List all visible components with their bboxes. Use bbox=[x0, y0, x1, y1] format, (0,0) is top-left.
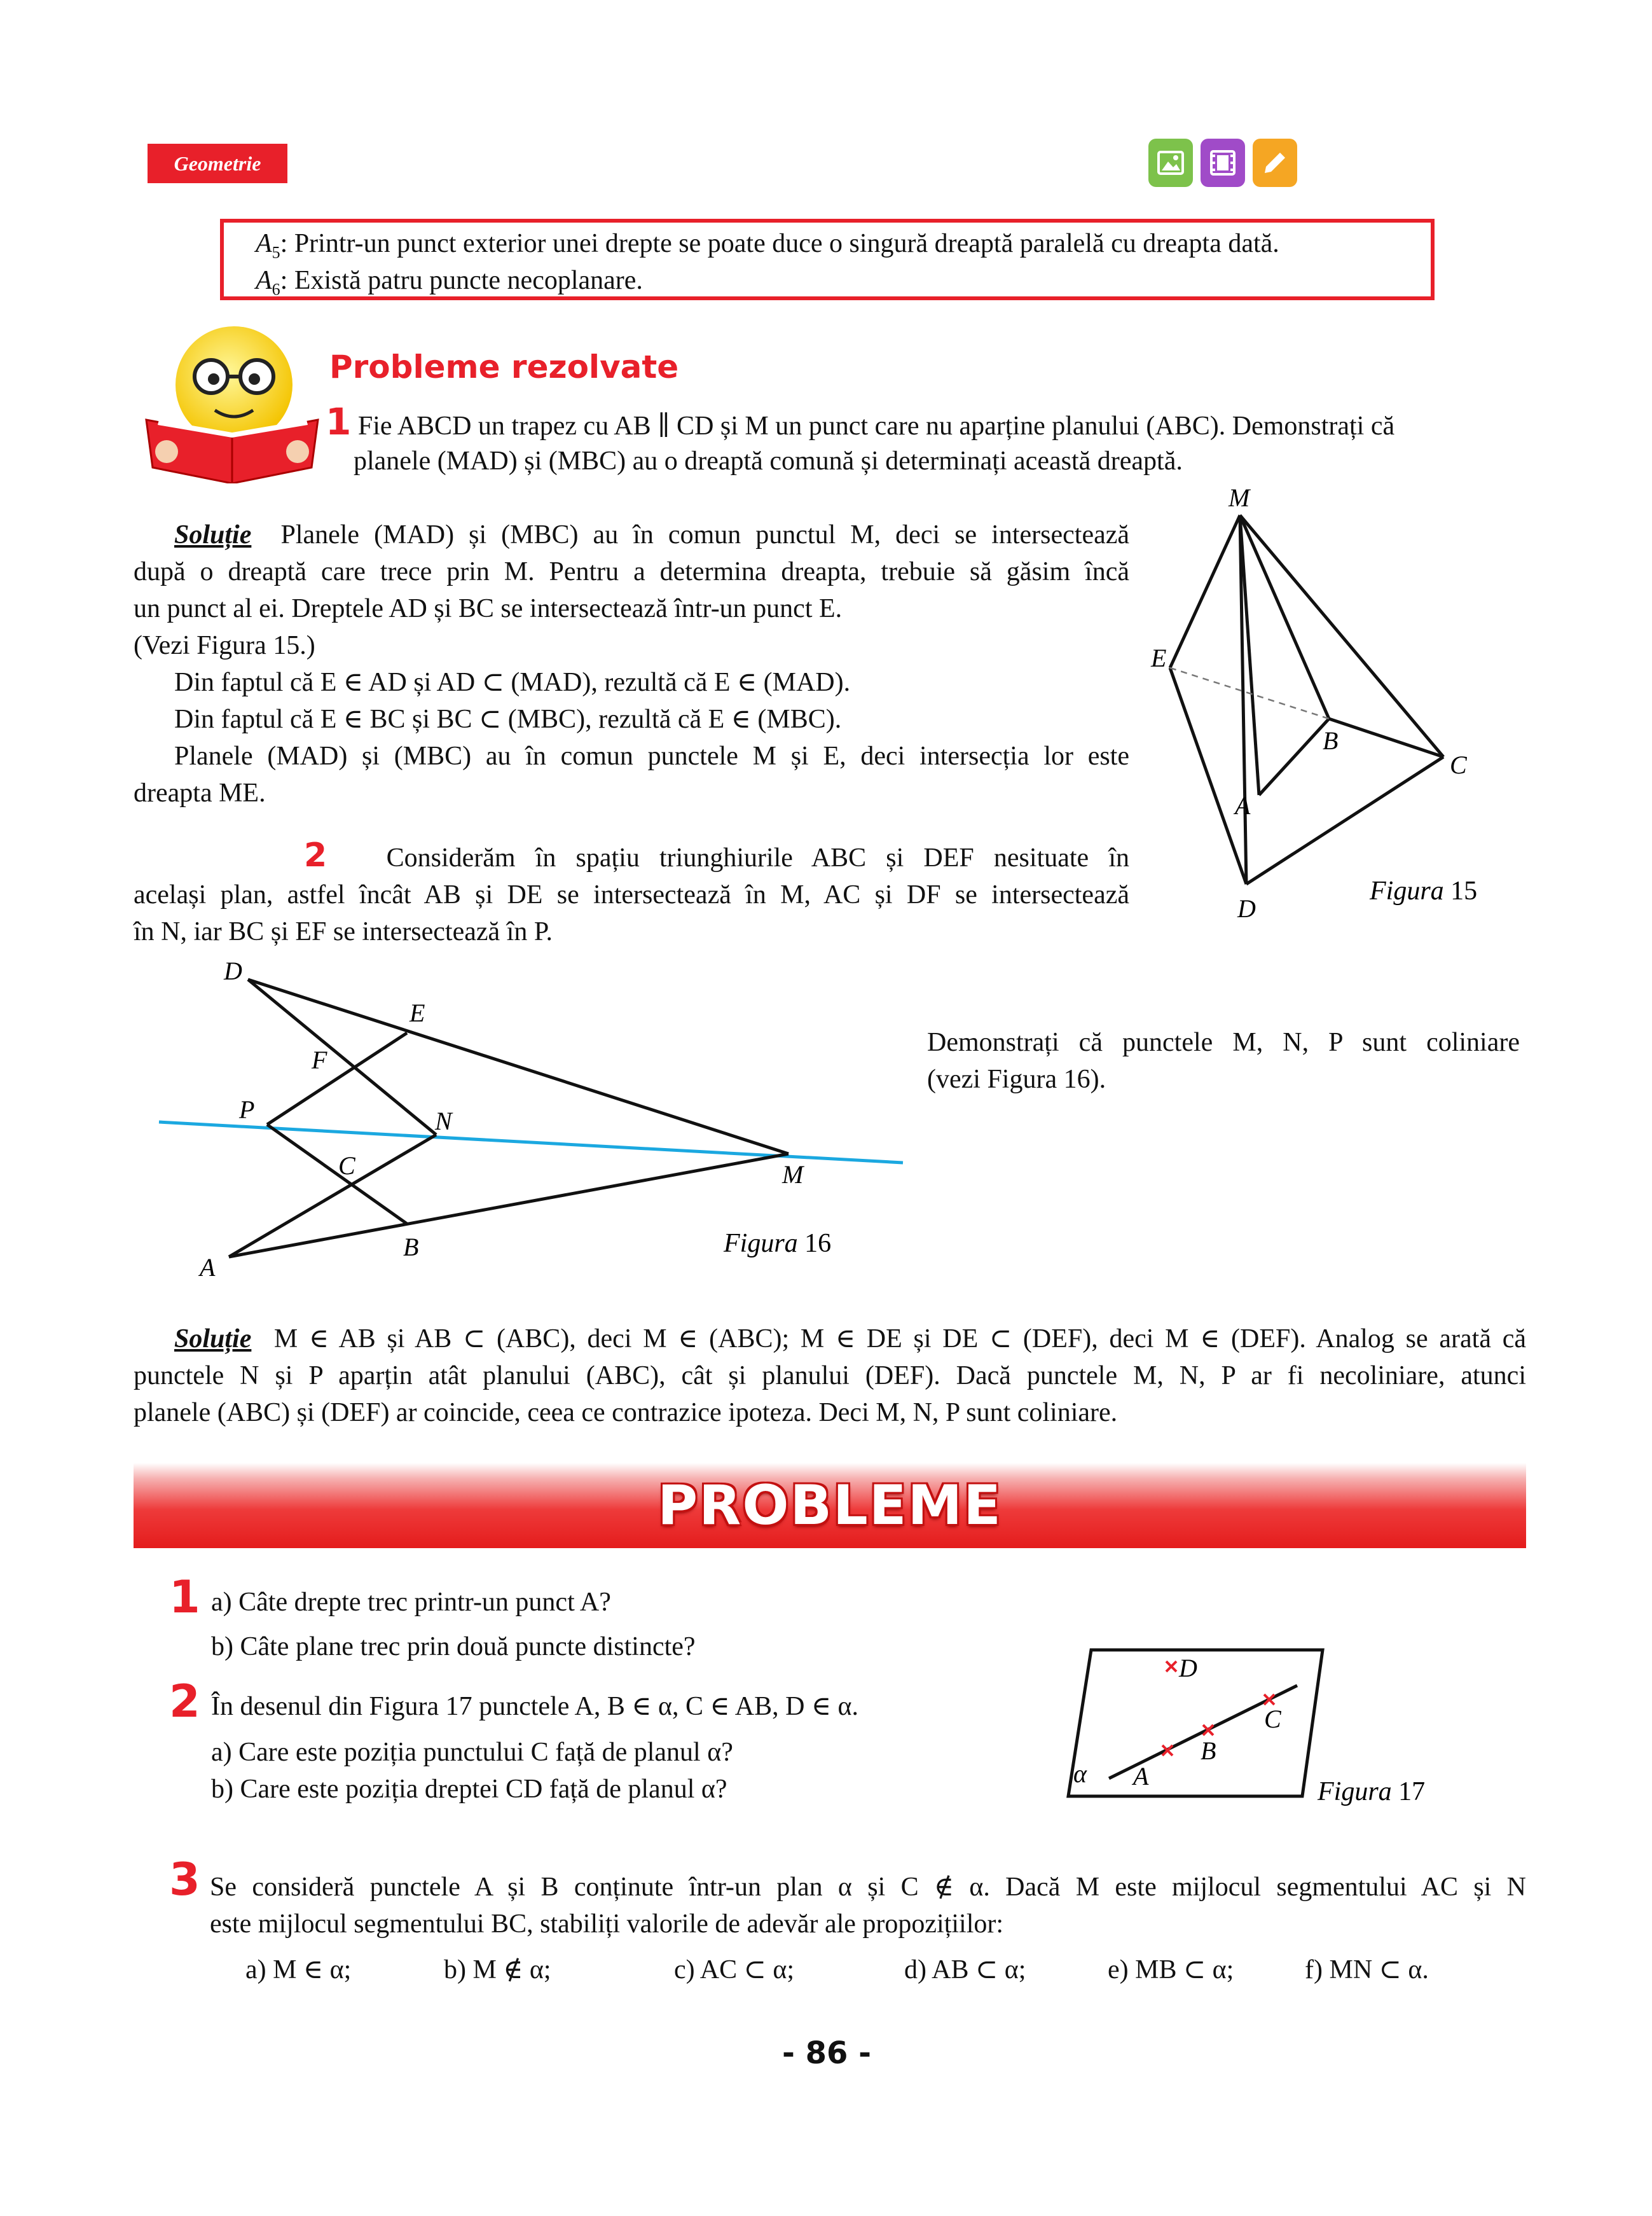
problem-3-option-a: a) M ∈ α; bbox=[245, 1955, 352, 1984]
solution-1 bbox=[134, 516, 1129, 812]
axiom-a5: $A_5$: Printr-un punct exterior unei drepte se poate duce o singură dreaptă paralelă cu dreapta dată. bbox=[256, 229, 1279, 262]
edge-mc bbox=[1240, 515, 1443, 757]
label-c: C bbox=[1264, 1705, 1281, 1733]
label-alpha: α bbox=[1073, 1759, 1087, 1788]
problem-3-line-2: este mijlocul segmentului BC, stabiliți valorile de adevăr ale propozițiilor: bbox=[210, 1909, 1004, 1939]
label-d: D bbox=[1237, 894, 1256, 923]
solved-problem-1: 1 Fie ABCD un trapez cu AB ∥ CD și M un punct care nu aparține planului (ABC). Demonstrați că bbox=[326, 400, 1395, 443]
label-a: A bbox=[1235, 791, 1251, 820]
problem-3-option-e: e) MB ⊂ α; bbox=[1108, 1955, 1234, 1984]
solution-1-line-3: (Vezi Figura 15.) bbox=[134, 631, 315, 660]
problem-2-number: 2 bbox=[169, 1675, 200, 1728]
figure-15-caption: Figura 15 bbox=[1370, 876, 1478, 906]
figure-17 bbox=[1056, 1641, 1526, 1825]
figure-16-caption: Figura 16 bbox=[724, 1229, 832, 1258]
axioms-box bbox=[220, 219, 1435, 300]
label-d: D bbox=[224, 957, 242, 985]
problem-2-stem: În desenul din Figura 17 punctele A, B ∈ α, C ∈ AB, D ∈ α. bbox=[211, 1692, 859, 1721]
problem-3-option-b: b) M ∉ α; bbox=[444, 1955, 551, 1984]
label-e: E bbox=[1151, 644, 1167, 672]
solution-1-line-0: Soluție Planele (MAD) și (MBC) au în comun punctul M, deci se intersectează bbox=[174, 520, 1130, 550]
solution-2-line-2: planele (ABC) și (DEF) ar coincide, ceea ce contrazice ipoteza. Deci M, N, P sunt coliniare. bbox=[134, 1398, 1118, 1427]
solution-2-line-1: punctele N și P aparțin atât planului (ABC), cât și planului (DEF). Dacă punctele M, N, P ar fi necoliniare, atunci bbox=[134, 1361, 1526, 1390]
label-c: C bbox=[338, 1151, 355, 1180]
page-number: - 86 - bbox=[781, 2035, 872, 2071]
edge-ab bbox=[1259, 719, 1329, 795]
figure-15 bbox=[1132, 477, 1526, 948]
solved-problem-2-line-2: în N, iar BC și EF se intersectează în P. bbox=[134, 917, 553, 946]
label-f: F bbox=[312, 1046, 327, 1074]
problem-1-b: b) Câte plane trec prin două puncte distincte? bbox=[211, 1632, 696, 1661]
problem-3-option-c: c) AC ⊂ α; bbox=[674, 1955, 795, 1984]
film-icon[interactable] bbox=[1201, 139, 1245, 187]
solved-problem-2-line-1: același plan, astfel încât AB și DE se intersectează în M, AC și DF se intersectează bbox=[134, 880, 1129, 910]
label-c: C bbox=[1450, 751, 1467, 779]
segment-am bbox=[229, 1154, 788, 1257]
pencil-icon[interactable] bbox=[1253, 139, 1297, 187]
solution-2-line-0: Soluție M ∈ AB și AB ⊂ (ABC), deci M ∈ (ABC); M ∈ DE și DE ⊂ (DEF), deci M ∈ (DEF). Analog se arată că bbox=[174, 1324, 1526, 1354]
label-b: B bbox=[1201, 1736, 1216, 1765]
solution-1-line-5: Din faptul că E ∈ BC și BC ⊂ (MBC), rezultă că E ∈ (MBC). bbox=[174, 705, 842, 734]
edge-ed bbox=[1170, 668, 1246, 884]
problem-2-demand-line-0: Demonstrați că punctele M, N, P sunt coliniare bbox=[927, 1028, 1520, 1057]
problem-1-number: 1 bbox=[169, 1571, 200, 1623]
label-e: E bbox=[410, 999, 425, 1027]
label-a: A bbox=[200, 1253, 216, 1282]
solution-1-line-2: un punct al ei. Dreptele AD și BC se intersectează într-un punct E. bbox=[134, 594, 843, 623]
problem-2-a: a) Care este poziția punctului C față de planul α? bbox=[211, 1738, 733, 1767]
problem-2-b: b) Care este poziția dreptei CD față de planul α? bbox=[211, 1775, 727, 1804]
solved-problem-2 bbox=[134, 837, 1129, 950]
solution-1-line-1: după o dreaptă care trece prin M. Pentru a determina dreapta, trebuie să găsim încă bbox=[134, 557, 1129, 586]
label-m: M bbox=[1229, 483, 1250, 512]
figure-16 bbox=[140, 954, 922, 1298]
problem-3-option-d: d) AB ⊂ α; bbox=[904, 1955, 1026, 1984]
image-icon[interactable] bbox=[1148, 139, 1193, 187]
segment-dm bbox=[248, 980, 788, 1154]
label-a: A bbox=[1133, 1762, 1149, 1790]
label-b: B bbox=[1323, 726, 1339, 755]
problem-2-demand bbox=[927, 1024, 1520, 1098]
solved-problem-1-line2: planele (MAD) și (MBC) au o dreaptă comună și determinați această dreaptă. bbox=[354, 447, 1183, 476]
label-n: N bbox=[435, 1107, 452, 1135]
segment-dn bbox=[248, 980, 436, 1135]
label-b: B bbox=[403, 1233, 419, 1261]
label-d: D bbox=[1179, 1654, 1197, 1682]
solution-1-line-7: dreapta ME. bbox=[134, 779, 266, 808]
solution-1-line-4: Din faptul că E ∈ AD și AD ⊂ (MAD), rezultă că E ∈ (MAD). bbox=[174, 668, 851, 697]
problem-2-demand-line-1: (vezi Figura 16). bbox=[927, 1065, 1106, 1094]
reading-mascot-icon bbox=[140, 324, 324, 483]
problem-3-line-1: Se consideră punctele A și B conținute într-un plan α și C ∉ α. Dacă M este mijlocul segmentului AC și N bbox=[210, 1873, 1526, 1902]
solution-1-line-6: Planele (MAD) și (MBC) au în comun punctele M și E, deci intersecția lor este bbox=[174, 742, 1129, 771]
problem-3-number: 3 bbox=[169, 1853, 200, 1906]
axiom-a6: $A_6$: Există patru puncte necoplanare. bbox=[256, 266, 643, 299]
solution-2 bbox=[134, 1320, 1526, 1431]
segment-pb bbox=[267, 1125, 407, 1224]
problems-banner: PROBLEME bbox=[134, 1463, 1526, 1548]
solved-problem-2-line-0: 2 Considerăm în spațiu triunghiurile ABC și DEF nesituate în bbox=[304, 836, 1129, 875]
edge-me bbox=[1170, 515, 1240, 668]
label-p: P bbox=[239, 1095, 255, 1124]
segment-pe bbox=[267, 1033, 407, 1125]
label-m: M bbox=[782, 1160, 804, 1189]
problem-3-option-f: f) MN ⊂ α. bbox=[1305, 1955, 1429, 1984]
figure-17-caption: Figura 17 bbox=[1318, 1777, 1426, 1806]
section-tag: Geometrie bbox=[148, 144, 287, 183]
problem-3-text bbox=[210, 1869, 1526, 1942]
problem-1-a: a) Câte drepte trec printr-un punct A? bbox=[211, 1588, 611, 1617]
solved-problems-title: Probleme rezolvate bbox=[329, 349, 679, 385]
